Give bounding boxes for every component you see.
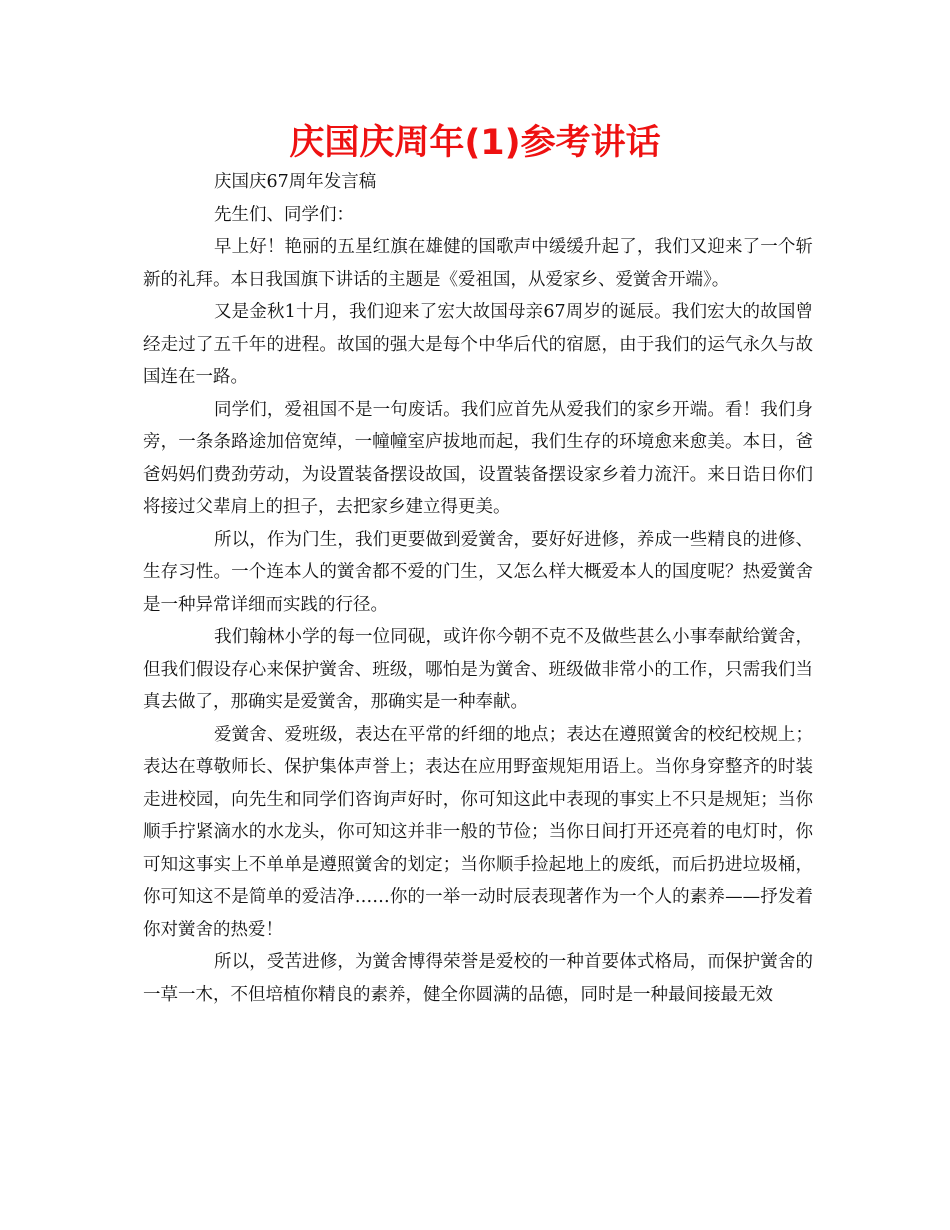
paragraph: 所以，作为门生，我们更要做到爱黉舍，要好好进修，养成一些精良的进修、生存习性。一个连本人的黉舍都不爱的门生，又怎么样大概爱本人的国度呢？热爱黉舍是一种异常详细而实践的行径。 [143, 529, 813, 615]
paragraph: 又是金秋1十月，我们迎来了宏大故国母亲67周岁的诞辰。我们宏大的故国曾经走过了五千年的进程。故国的强大是每个中华后代的宿愿，由于我们的运气永久与故国连在一路。 [143, 302, 813, 387]
paragraph: 所以，受苦进修，为黉舍博得荣誉是爱校的一种首要体式格局，而保护黉舍的一草一木，不但培植你精良的素养，健全你圆满的品德，同时是一种最间接最无效 [143, 952, 813, 1005]
paragraph: 爱黉舍、爱班级，表达在平常的纤细的地点；表达在遵照黉舍的校纪校规上；表达在尊敬师长、保护集体声誉上；表达在应用野蛮规矩用语上。当你身穿整齐的时装走进校园，向先生和同学们咨询声好时，你可知这此中表现的事实上不只是规矩；当你顺手拧紧滴水的水龙头，你可知这并非一般的节俭；当你日间打开还亮着的电灯时，你可知这事实上不单单是遵照黉舍的划定；当你顺手捡起地上的废纸，而后扔进垃圾桶，你可知这不是简单的爱洁净……你的一举一动时辰表现著作为一个人的素养——抒发着你对黉舍的热爱！ [143, 724, 813, 940]
paragraph: 同学们，爱祖国不是一句废话。我们应首先从爱我们的家乡开端。看！我们身旁，一条条路途加倍宽绰，一幢幢室庐拔地而起，我们生存的环境愈来愈美。本日，爸爸妈妈们费劲劳动，为设置装备摆设故国，设置装备摆设家乡着力流汗。来日诰日你们将接过父辈肩上的担子，去把家乡建立得更美。 [143, 399, 813, 517]
document-title: 庆国庆周年(1)参考讲话 [289, 123, 661, 163]
paragraph-subtitle: 庆国庆67周年发言稿 [214, 172, 377, 192]
paragraph: 早上好！艳丽的五星红旗在雄健的国歌声中缓缓升起了，我们又迎来了一个斩新的礼拜。本日我国旗下讲话的主题是《爱祖国，从爱家乡、爱黉舍开端》。 [143, 237, 813, 290]
document-body [143, 166, 813, 1011]
paragraph: 我们翰林小学的每一位同砚，或许你今朝不克不及做些甚么小事奉献给黉舍，但我们假设存心来保护黉舍、班级，哪怕是为黉舍、班级做非常小的工作，只需我们当真去做了，那确实是爱黉舍，那确实是一种奉献。 [143, 627, 813, 712]
paragraph-salutation: 先生们、同学们： [214, 204, 354, 225]
